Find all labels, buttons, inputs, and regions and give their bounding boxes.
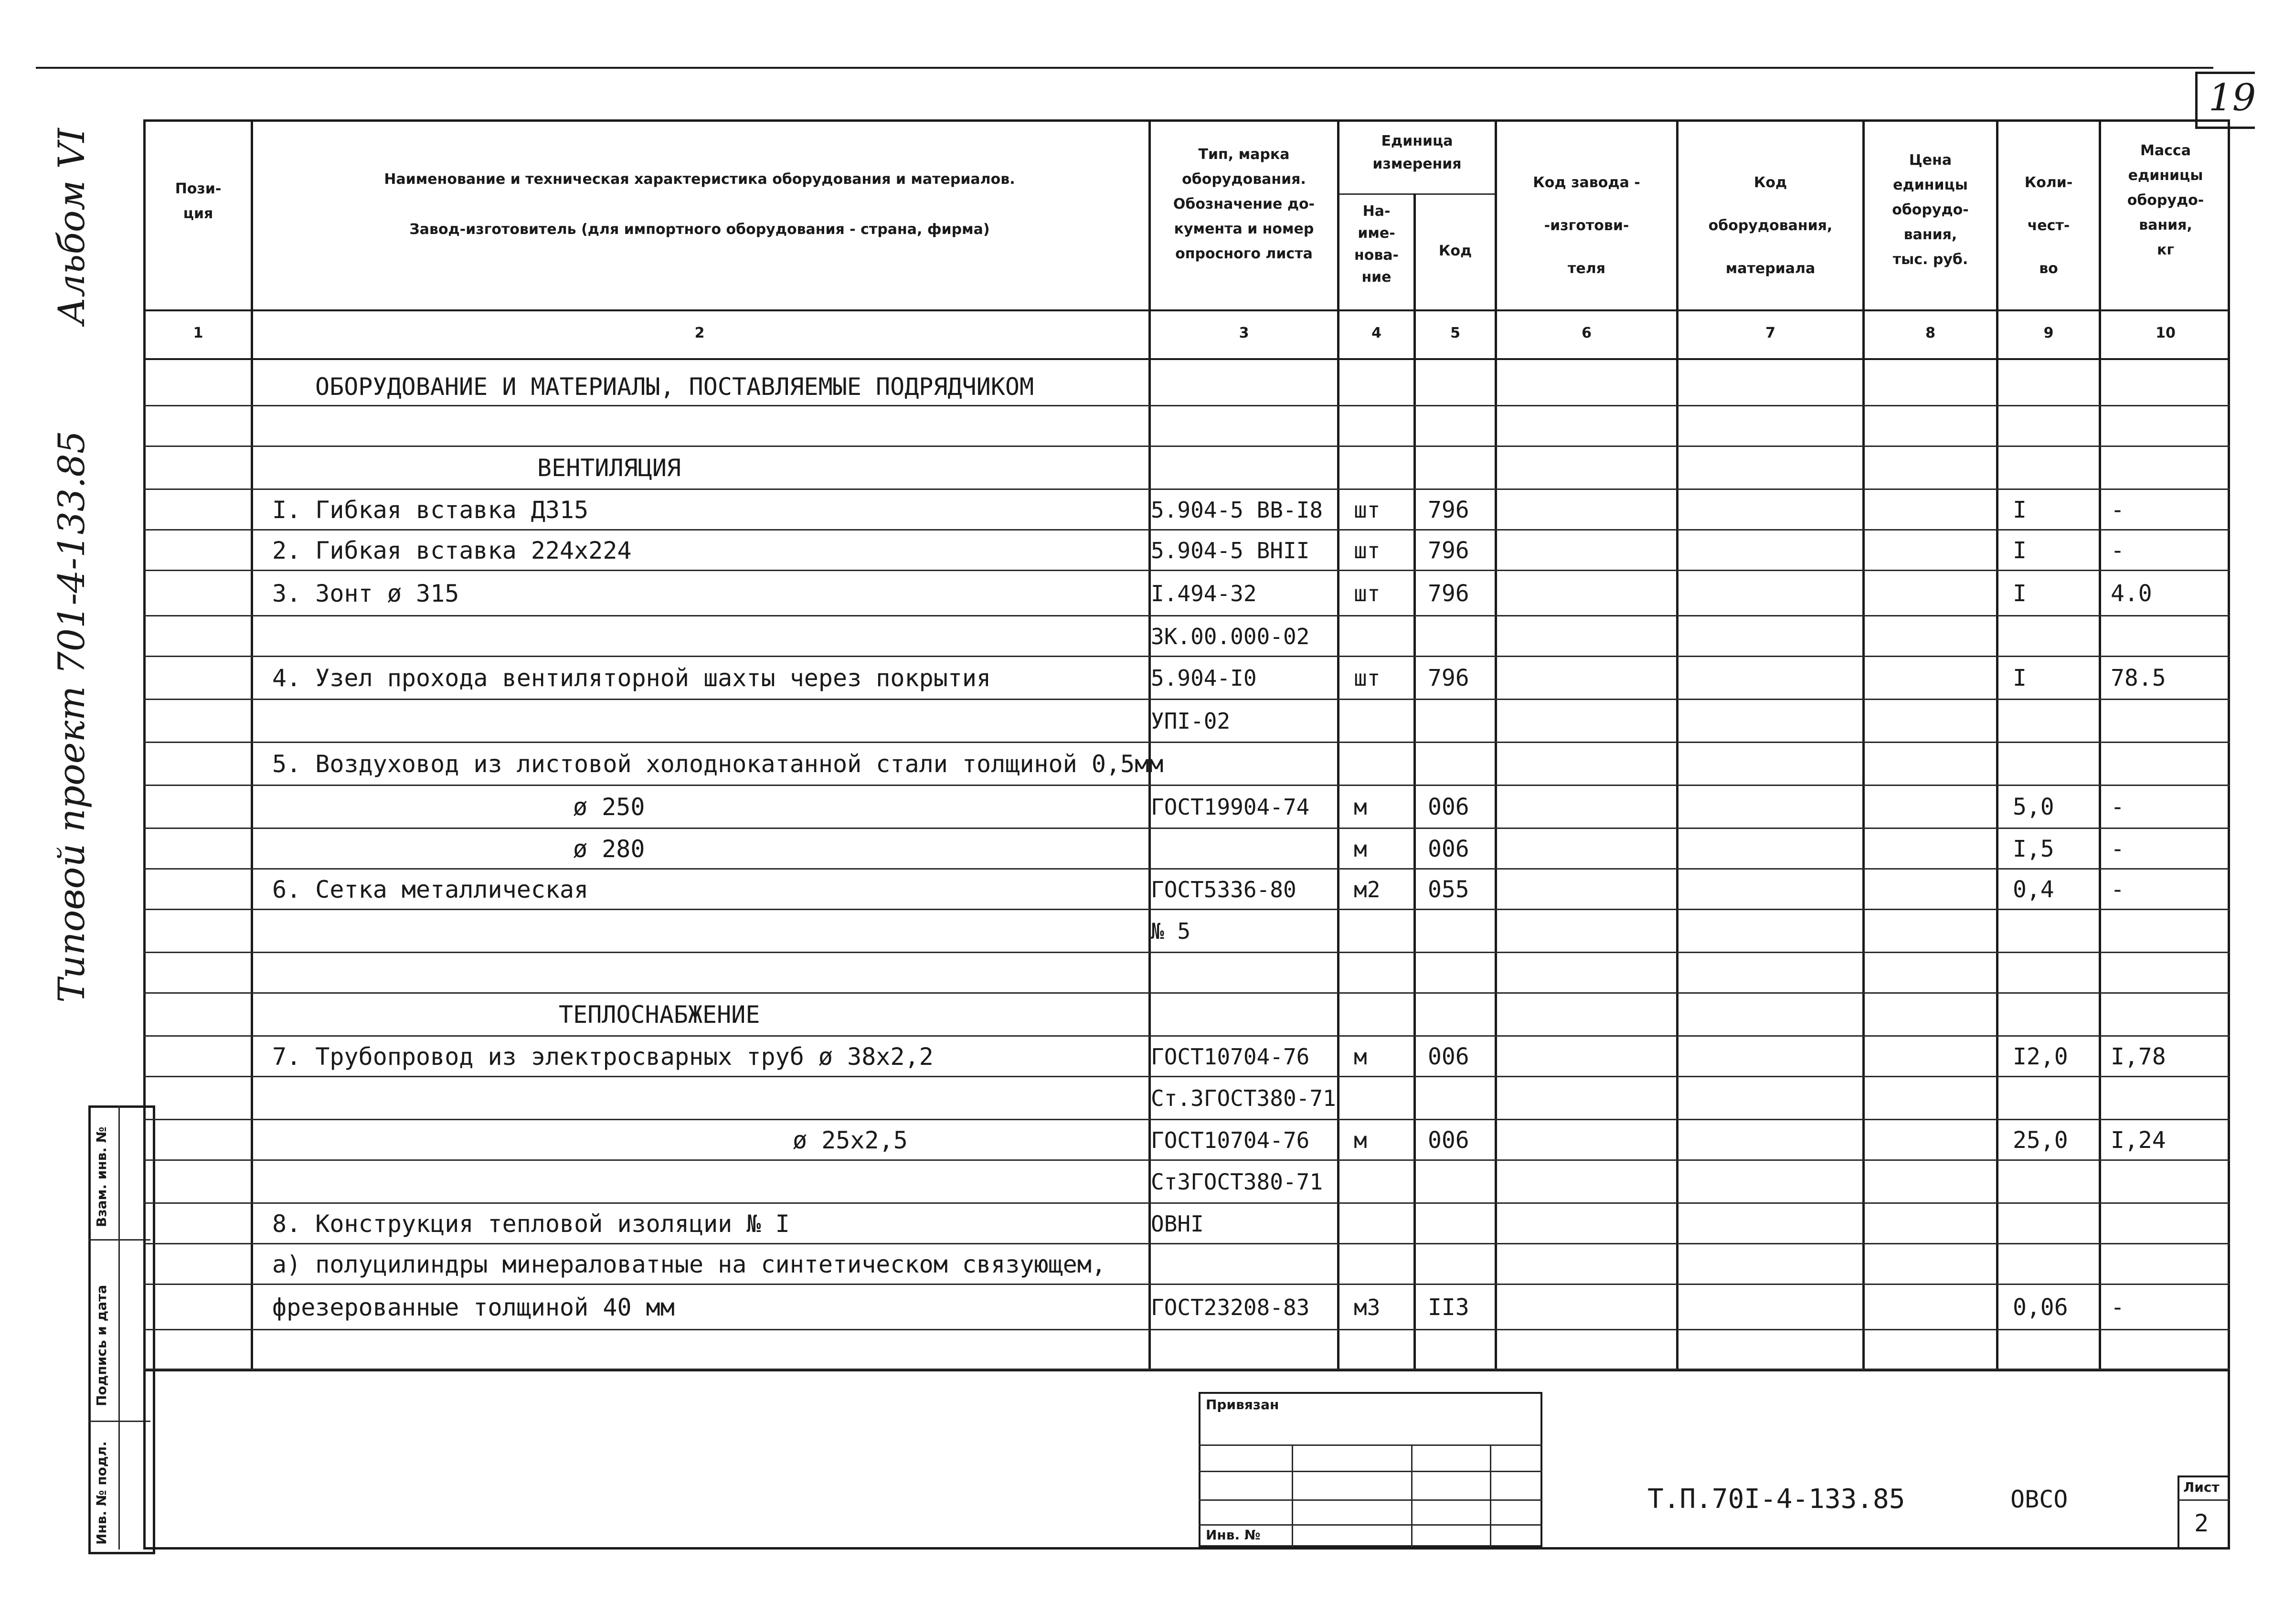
row-separator <box>143 1329 2230 1330</box>
header-unit-group: Единица измерения <box>1372 133 1462 172</box>
row-5-name: 3. Зонт ø 315 <box>272 579 459 607</box>
row-6-type: ЗК.00.000-02 <box>1151 623 1310 649</box>
row-4-mass: - <box>2111 537 2125 564</box>
row-separator <box>143 656 2230 657</box>
row-10-unit: м <box>1354 794 1367 820</box>
row-12-mass: - <box>2111 876 2125 903</box>
row-11-qty: I,5 <box>2013 835 2054 862</box>
row-18-name: ø 25х2,5 <box>793 1126 908 1154</box>
header-unit-code: Код <box>1438 243 1472 259</box>
col-num-9: 9 <box>2043 325 2054 341</box>
inv-no-label: Инв. № <box>1206 1527 1261 1543</box>
row-5-type: I.494-32 <box>1151 580 1257 606</box>
row-12-qty: 0,4 <box>2013 876 2054 903</box>
row-separator <box>143 529 2230 531</box>
top-border <box>36 67 2213 69</box>
row-3-type: 5.904-5 ВВ-I8 <box>1151 497 1323 523</box>
row-3-qty: I <box>2013 496 2027 523</box>
col-num-1: 1 <box>193 325 203 341</box>
row-16-name: 7. Трубопровод из электросварных труб ø 38х2,2 <box>272 1042 934 1071</box>
row-22-name: фрезерованные толщиной 40 мм <box>272 1293 675 1321</box>
row-12-type: ГОСТ5336-80 <box>1151 876 1296 902</box>
privyazan-label: Привязан <box>1206 1397 1279 1412</box>
header-factory-code: Код завода - -изготови- теля <box>1533 174 1640 277</box>
row-separator <box>143 742 2230 743</box>
col-num-7: 7 <box>1765 325 1775 341</box>
row-7-unit: шт <box>1354 665 1381 691</box>
project-label: Типовой проект 701-4-133.85 <box>50 430 93 1003</box>
header-position: Пози- ция <box>175 180 222 222</box>
row-10-type: ГОСТ19904-74 <box>1151 794 1310 820</box>
header-name-line1: Наименование и техническая характеристика оборудования и материалов. <box>384 171 1015 188</box>
row-13-type: № 5 <box>1151 918 1191 944</box>
row-separator <box>143 1284 2230 1285</box>
header-unit-name: На- име- нова- ние <box>1354 203 1399 286</box>
row-20-name: 8. Конструкция тепловой изоляции № I <box>272 1210 790 1238</box>
col-num-3: 3 <box>1239 325 1249 341</box>
row-16-mass: I,78 <box>2111 1043 2166 1070</box>
row-0-name: ОБОРУДОВАНИЕ И МАТЕРИАЛЫ, ПОСТАВЛЯЕМЫЕ ПОДРЯДЧИКОМ <box>315 373 1034 401</box>
row-16-unit: м <box>1354 1043 1367 1070</box>
row-12-code: 055 <box>1428 876 1469 903</box>
sheet-number: 2 <box>2194 1509 2209 1537</box>
header-type: Тип, марка оборудования. Обозначение до- кумента и номер опросного листа <box>1173 146 1315 262</box>
row-20-type: ОВНI <box>1151 1210 1204 1237</box>
stamp-inv: Инв. № подл. <box>94 1441 109 1545</box>
row-5-code: 796 <box>1428 580 1469 607</box>
row-5-unit: шт <box>1354 580 1381 606</box>
row-22-mass: - <box>2111 1294 2125 1321</box>
row-12-unit: м2 <box>1354 876 1381 902</box>
row-11-unit: м <box>1354 836 1367 862</box>
row-3-unit: шт <box>1354 497 1381 523</box>
row-8-type: УПI-02 <box>1151 708 1231 734</box>
sheet-label: Лист <box>2183 1479 2220 1495</box>
row-separator <box>143 868 2230 870</box>
row-separator <box>143 488 2230 490</box>
row-7-type: 5.904-I0 <box>1151 665 1257 691</box>
row-separator <box>143 1159 2230 1161</box>
row-11-name: ø 280 <box>573 835 645 863</box>
row-16-qty: I2,0 <box>2013 1043 2068 1070</box>
row-3-mass: - <box>2111 496 2125 523</box>
row-10-code: 006 <box>1428 794 1469 820</box>
row-22-qty: 0,06 <box>2013 1294 2068 1321</box>
row-separator <box>143 615 2230 616</box>
row-separator <box>143 1035 2230 1037</box>
row-18-qty: 25,0 <box>2013 1126 2068 1154</box>
row-22-type: ГОСТ23208-83 <box>1151 1294 1310 1320</box>
row-22-unit: м3 <box>1354 1294 1381 1320</box>
row-2-name: ВЕНТИЛЯЦИЯ <box>537 454 681 482</box>
row-21-name: а) полуцилиндры минераловатные на синтетическом связующем, <box>272 1250 1106 1278</box>
row-19-type: Ст3ГОСТ380-71 <box>1151 1169 1323 1195</box>
row-7-name: 4. Узел прохода вентиляторной шахты через покрытия <box>272 664 991 692</box>
row-separator <box>143 952 2230 953</box>
row-22-code: II3 <box>1428 1294 1469 1321</box>
row-4-name: 2. Гибкая вставка 224х224 <box>272 536 632 564</box>
row-10-name: ø 250 <box>573 793 645 821</box>
row-separator <box>143 405 2230 406</box>
row-separator <box>143 1202 2230 1204</box>
row-separator <box>143 1243 2230 1244</box>
row-3-code: 796 <box>1428 496 1469 523</box>
row-separator <box>143 828 2230 829</box>
row-18-code: 006 <box>1428 1126 1469 1154</box>
row-separator <box>143 699 2230 700</box>
row-separator <box>143 1369 2230 1370</box>
header-material-code: Код оборудования, материала <box>1708 174 1833 277</box>
row-10-qty: 5,0 <box>2013 794 2054 820</box>
row-11-code: 006 <box>1428 835 1469 862</box>
row-16-code: 006 <box>1428 1043 1469 1070</box>
row-separator <box>143 992 2230 994</box>
stamp-podpis: Подпись и дата <box>94 1284 109 1406</box>
row-18-mass: I,24 <box>2111 1126 2166 1154</box>
row-16-type: ГОСТ10704-76 <box>1151 1043 1310 1070</box>
col-num-10: 10 <box>2156 325 2176 341</box>
row-7-mass: 78.5 <box>2111 665 2166 691</box>
row-separator <box>143 1076 2230 1077</box>
col-num-5: 5 <box>1450 325 1460 341</box>
row-7-code: 796 <box>1428 665 1469 691</box>
row-4-code: 796 <box>1428 537 1469 564</box>
row-7-qty: I <box>2013 665 2027 691</box>
row-18-type: ГОСТ10704-76 <box>1151 1127 1310 1153</box>
doc-code: Т.П.70I-4-133.85 <box>1647 1484 1905 1515</box>
row-10-mass: - <box>2111 794 2125 820</box>
col-num-6: 6 <box>1582 325 1592 341</box>
col-num-4: 4 <box>1371 325 1381 341</box>
row-4-qty: I <box>2013 537 2027 564</box>
row-separator <box>143 570 2230 571</box>
col-num-2: 2 <box>694 325 705 341</box>
doc-mark: ОВСО <box>2010 1486 2068 1513</box>
header-name-line2: Завод-изготовитель (для импортного оборудования - страна, фирма) <box>409 221 990 238</box>
col-num-8: 8 <box>1925 325 1935 341</box>
header-mass: Масса единицы оборудо- вания, кг <box>2127 142 2204 258</box>
row-17-type: Ст.3ГОСТ380-71 <box>1151 1085 1336 1111</box>
stamp-vzam: Взам. инв. № <box>94 1126 109 1227</box>
row-11-mass: - <box>2111 835 2125 862</box>
row-5-mass: 4.0 <box>2111 580 2152 607</box>
row-18-unit: м <box>1354 1127 1367 1153</box>
row-5-qty: I <box>2013 580 2027 607</box>
row-15-name: ТЕПЛОСНАБЖЕНИЕ <box>559 1001 760 1029</box>
row-separator <box>143 909 2230 910</box>
row-separator <box>143 446 2230 447</box>
row-4-type: 5.904-5 ВНII <box>1151 537 1310 563</box>
row-4-unit: шт <box>1354 537 1381 563</box>
row-separator <box>143 1119 2230 1120</box>
row-separator <box>143 785 2230 786</box>
row-9-name: 5. Воздуховод из листовой холоднокатанной стали толщиной 0,5мм <box>272 750 1164 778</box>
row-12-name: 6. Сетка металлическая <box>272 875 589 903</box>
row-3-name: I. Гибкая вставка Д315 <box>272 496 589 524</box>
page-number: 19 <box>2209 76 2256 119</box>
header-quantity: Коли- чест- во <box>2024 174 2073 277</box>
album-label: Альбом VI <box>50 128 93 325</box>
header-price: Цена единицы оборудо- вания, тыс. руб. <box>1892 152 1969 268</box>
